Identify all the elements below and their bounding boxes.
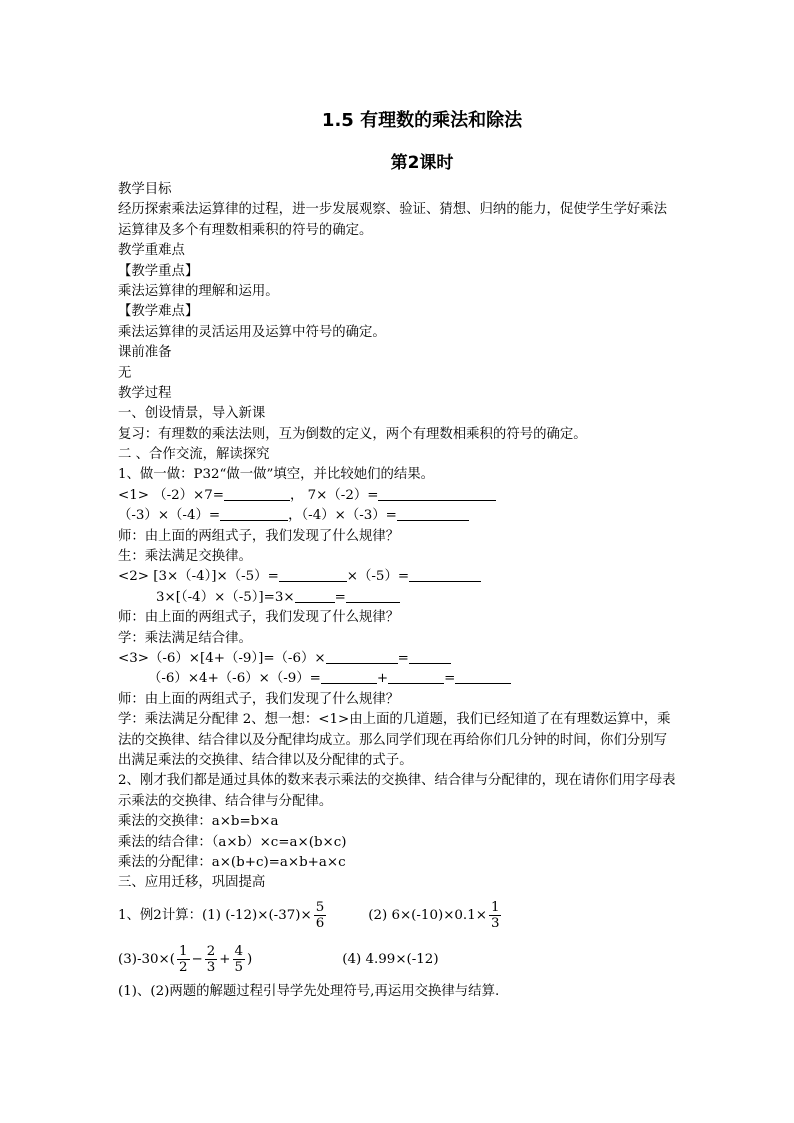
answer-blank [409, 649, 451, 664]
heading-prep: 课前准备 [118, 345, 172, 361]
heading-process: 教学过程 [118, 385, 172, 401]
answer-blank [455, 669, 511, 684]
heading-difficulty: 教学重难点 [118, 243, 185, 259]
numerator: 5 [315, 900, 325, 916]
expr: <1> （-2）×7= [118, 487, 225, 503]
expr: ， 7×（-2）= [290, 487, 379, 503]
expr: (2) 6×(-10)×0.1× [368, 907, 487, 923]
law-associative: 乘法的结合律：（a×b）×c=a×(b×c) [118, 834, 347, 850]
denominator: 2 [178, 960, 188, 976]
expr: (4) 4.99×(-12) [342, 951, 439, 967]
page-title: 1.5 有理数的乘法和除法 [321, 110, 523, 131]
expr: 3×[（-4）×（-5）]=3× [156, 589, 295, 605]
expr: = [397, 651, 409, 666]
numerator: 1 [178, 944, 188, 960]
numerator: 4 [234, 944, 244, 960]
answer-blank [378, 486, 496, 501]
paragraph-hard: 乘法运算律的灵活运用及运算中符号的确定。 [118, 324, 386, 340]
fraction [205, 944, 218, 975]
expr: （-3）×（-4）= [118, 508, 221, 524]
question-3: 师：由上面的两组式子，我们发现了什么规律？ [118, 691, 400, 707]
expr: = [334, 589, 346, 605]
paragraph-do: 1、做一做：P32“做一做”填空，并比较她们的结果。 [118, 467, 435, 483]
expr: <2> [3×（-4）]×（-5）= [118, 569, 279, 585]
section-one: 一、创设情景，导入新课 [118, 406, 266, 422]
example-row-1 [118, 894, 678, 938]
example-row-2 [118, 938, 678, 982]
heading-goal: 教学目标 [118, 182, 172, 197]
denominator: 3 [206, 960, 216, 976]
answer-blank [321, 669, 377, 684]
answer-blank [346, 588, 400, 603]
expr: + [376, 671, 389, 687]
exercise-line-4 [118, 588, 678, 608]
exercise-line-6 [118, 669, 678, 689]
answer-blank [279, 567, 347, 582]
exercise-line-5 [118, 649, 678, 669]
answer-blank [397, 506, 469, 521]
answer-blank [295, 588, 335, 603]
expr: (3)-30×( [118, 951, 175, 967]
exercise-line-2 [118, 506, 678, 526]
operator: − [191, 951, 203, 967]
expr: ，（-4）×（-3）= [288, 508, 397, 524]
expr: = [444, 671, 456, 687]
numerator: 2 [206, 944, 216, 960]
exercise-line-1 [118, 486, 678, 506]
heading-hard: 【教学难点】 [118, 304, 199, 320]
fraction [314, 900, 327, 931]
exercise-line-3 [118, 567, 678, 587]
heading-key: 【教学重点】 [118, 263, 199, 279]
law-commutative: 乘法的交换律：a×b=b×a [118, 814, 279, 830]
answer-blank [220, 506, 288, 521]
denominator: 5 [234, 960, 244, 976]
paragraph-prep: 无 [118, 365, 132, 381]
expr: <3>（-6）×[4+（-9）]=（-6）× [118, 651, 326, 666]
fraction [177, 944, 190, 975]
numerator: 1 [490, 900, 500, 916]
expr: ) [247, 951, 253, 967]
answer-blank [326, 649, 398, 664]
expr: （-6）×4+（-6）×（-9）= [148, 671, 321, 687]
paragraph-key: 乘法运算律的理解和运用。 [118, 283, 279, 299]
answer-blank [388, 669, 444, 684]
denominator: 3 [490, 916, 500, 932]
answer-blank [409, 567, 481, 582]
operator: + [219, 951, 231, 967]
paragraph-last: (1)、(2)两题的解题过程引导学先处理符号,再运用交换律与结算. [118, 983, 500, 999]
fraction [233, 944, 246, 975]
section-three: 三、应用迁移，巩固提高 [118, 875, 266, 891]
page-subtitle: 第2课时 [390, 153, 454, 173]
section-two: 二 、合作交流，解读探究 [118, 447, 270, 463]
expr: 1、例2计算：(1) (-12)×(-37)× [118, 907, 312, 923]
question-1: 师：由上面的两组式子，我们发现了什么规律？ [118, 528, 400, 544]
expr: ×（-5）= [346, 569, 410, 585]
paragraph-letters: 2、刚才我们都是通过具体的数来表示乘法的交换律、结合律与分配律的，现在请你们用字母表示乘法的交换律、结合律与分配律。 [118, 773, 676, 809]
answer-2: 学：乘法满足结合律。 [118, 630, 252, 646]
answer-blank [224, 486, 290, 501]
denominator: 6 [315, 916, 325, 932]
document-body [118, 180, 678, 1002]
answer-3: 学：乘法满足分配律 2、想一想：<1>由上面的几道题，我们已经知道了在有理数运算中，乘法的交换律、结合律以及分配律均成立。那么同学们现在再给你们几分钟的时间，你们分别写出满足乘法的交换律、结合律以及分配律的式子。 [118, 712, 671, 768]
answer-1: 生：乘法满足交换律。 [118, 549, 252, 565]
paragraph-review: 复习：有理数的乘法法则，互为倒数的定义，两个有理数相乘积的符号的确定。 [118, 426, 587, 442]
law-distributive: 乘法的分配律：a×(b+c)=a×b+a×c [118, 854, 346, 870]
question-2: 师：由上面的两组式子，我们发现了什么规律？ [118, 610, 400, 626]
paragraph-goal: 经历探索乘法运算律的过程，进一步发展观察、验证、猜想、归纳的能力，促使学生学好乘法运算律及多个有理数相乘积的符号的确定。 [118, 202, 668, 238]
fraction [489, 900, 502, 931]
